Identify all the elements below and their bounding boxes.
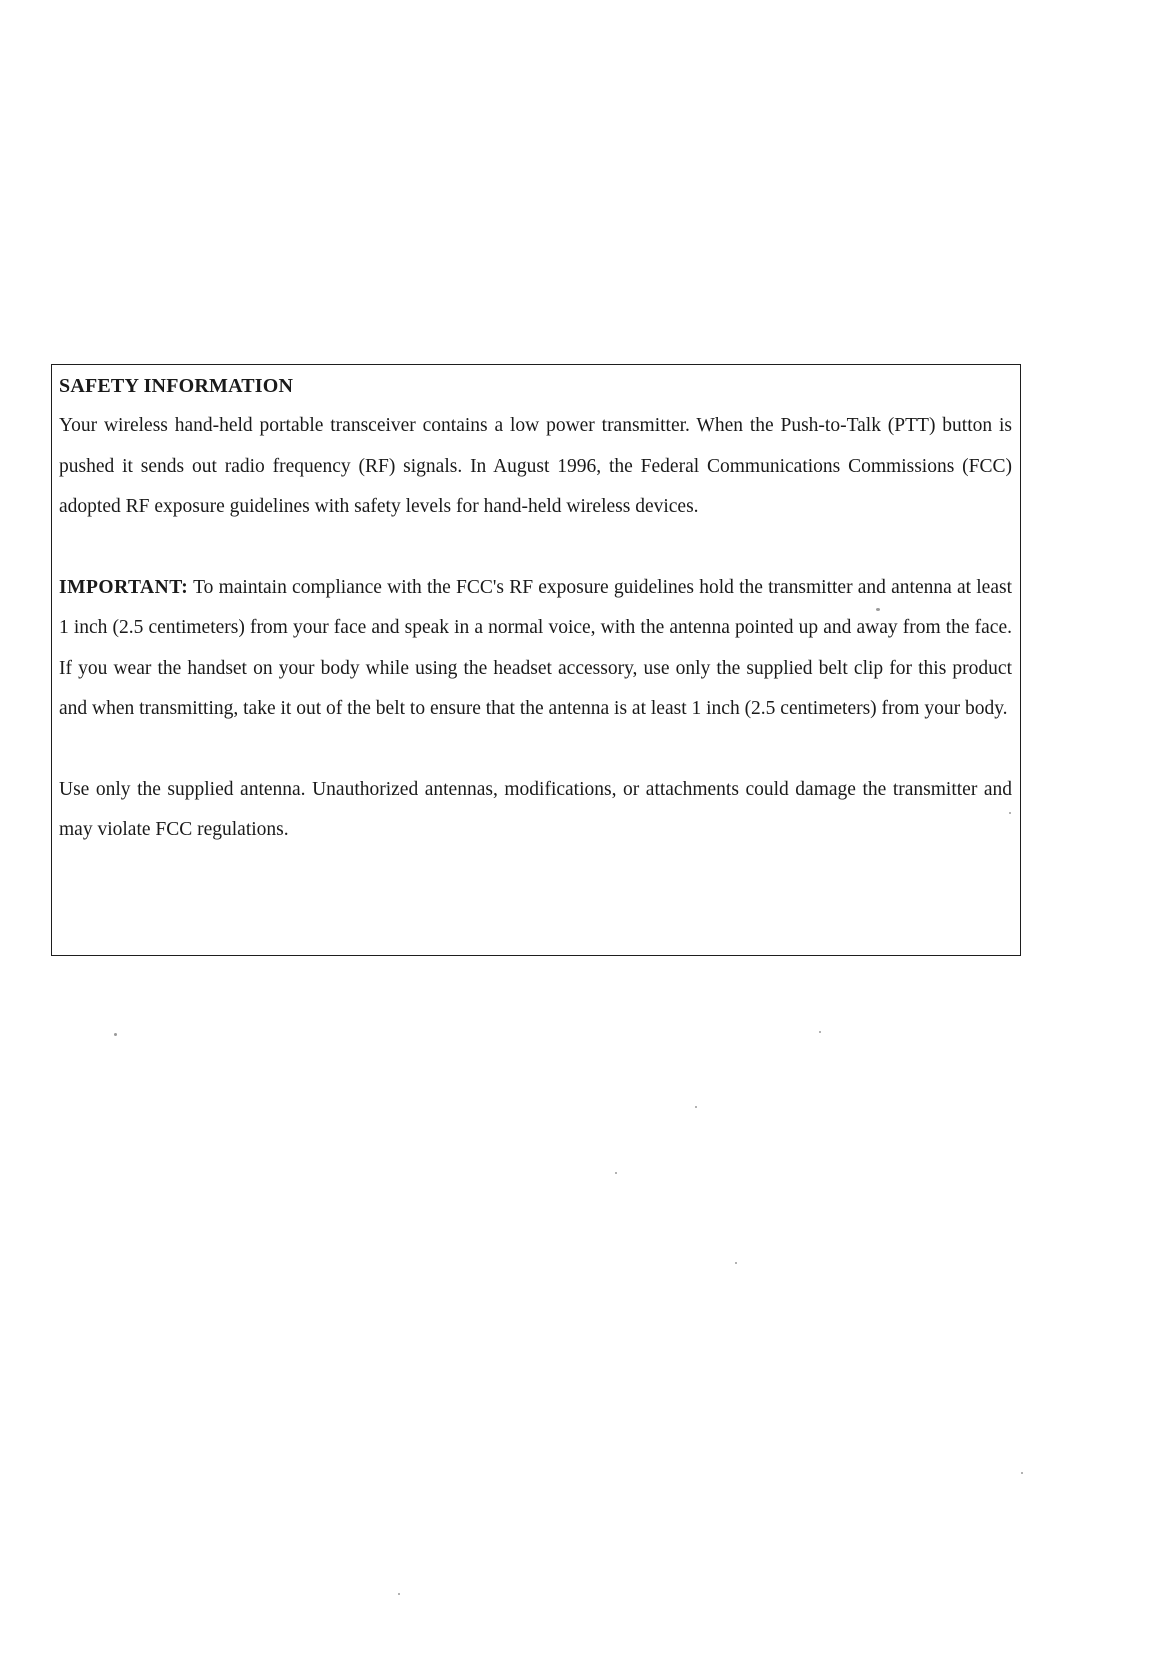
important-label: IMPORTANT: xyxy=(59,576,189,598)
scan-speck xyxy=(114,1033,117,1036)
important-paragraph xyxy=(59,568,1012,730)
intro-paragraph: Your wireless hand-held portable transceiver contains a low power transmitter. When the Push-to-Talk (PTT) button is pushed it sends out radio frequency (RF) signals. In August 1996, the Federal Communications Commissions (FCC) adopted RF exposure guidelines with safety levels for hand-held wireless devices. xyxy=(59,415,1012,517)
scan-speck xyxy=(735,1262,737,1264)
safety-information-box xyxy=(51,364,1021,956)
scan-speck xyxy=(398,1593,400,1595)
scan-speck xyxy=(615,1172,617,1174)
scan-speck xyxy=(876,608,880,611)
important-text: To maintain compliance with the FCC's RF exposure guidelines hold the transmitter and antenna at least 1 inch (2.5 centimeters) from your face and speak in a normal voice, with the antenna pointed up and away from the face. If you wear the handset on your body while using the headset accessory, use only the supplied belt clip for this product and when transmitting, take it out of the belt to ensure that the antenna is at least 1 inch (2.5 centimeters) from your body. xyxy=(59,576,1012,719)
scan-speck xyxy=(695,1106,697,1108)
scan-speck xyxy=(1009,812,1011,814)
scan-speck xyxy=(819,1031,821,1033)
antenna-note-paragraph: Use only the supplied antenna. Unauthorized antennas, modifications, or attachments could damage the transmitter and may violate FCC regulations. xyxy=(59,778,1012,840)
safety-information-title: SAFETY INFORMATION xyxy=(59,375,294,397)
scan-speck xyxy=(1021,1472,1023,1474)
